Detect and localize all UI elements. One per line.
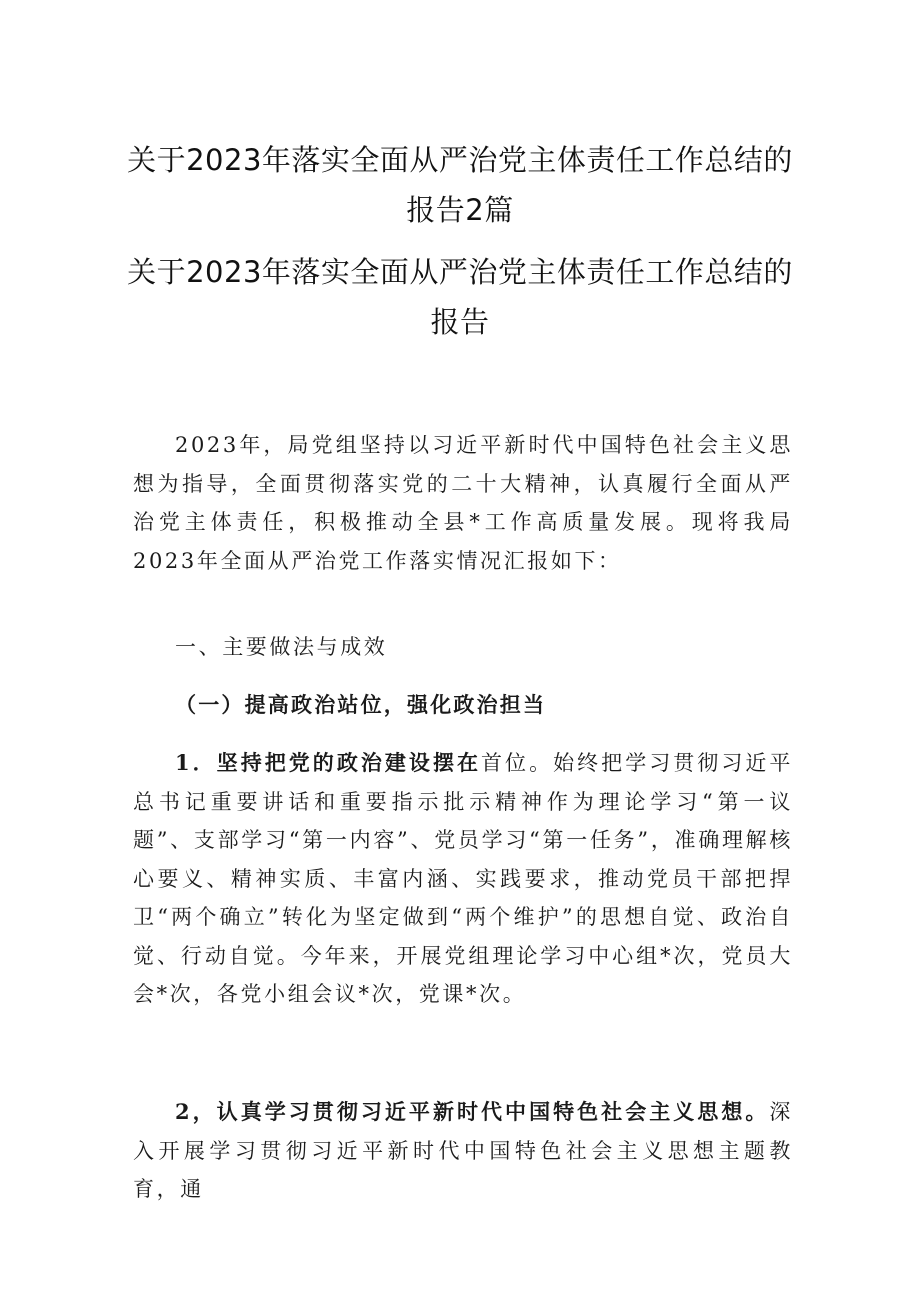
item-1-body: 首位。始终把学习贯彻习近平总书记重要讲话和重要指示批示精神作为理论学习“第一议题”、支部学习“第一内容”、党员学习“第一任务”，准确理解核心要义、精神实质、丰富内涵、实践要求，推动党员干部把捍卫“两个确立”转化为坚定做到“两个维护”的思想自觉、政治自觉、行动自觉。今年来，开展党组理论学习中心组*次，党员大会*次，各党小组会议*次，党课*次。 xyxy=(133,751,793,1006)
subsection-heading: （一）提高政治站位，强化政治担当 xyxy=(175,692,547,717)
item-1-lead: 1．坚持把党的政治建设摆在 xyxy=(175,750,482,775)
item-2-body: 深入开展学习贯彻习近平新时代中国特色社会主义思想主题教育，通 xyxy=(133,1100,793,1201)
item-2-lead: 2，认真学习贯彻习近平新时代中国特色社会主义思想。 xyxy=(175,1099,770,1124)
item-2-paragraph xyxy=(133,1093,793,1209)
item-1-paragraph xyxy=(133,744,793,1014)
intro-paragraph: 2023年，局党组坚持以习近平新时代中国特色社会主义思想为指导，全面贯彻落实党的二十大精神，认真履行全面从严治党主体责任，积极推动全县*工作高质量发展。现将我局2023年全面从严治党工作落实情况汇报如下： xyxy=(133,433,793,573)
section-heading: 一、主要做法与成效 xyxy=(175,635,388,659)
main-title: 关于2023年落实全面从严治党主体责任工作总结的报告2篇 xyxy=(127,143,793,227)
sub-title: 关于2023年落实全面从严治党主体责任工作总结的报告 xyxy=(127,255,793,339)
